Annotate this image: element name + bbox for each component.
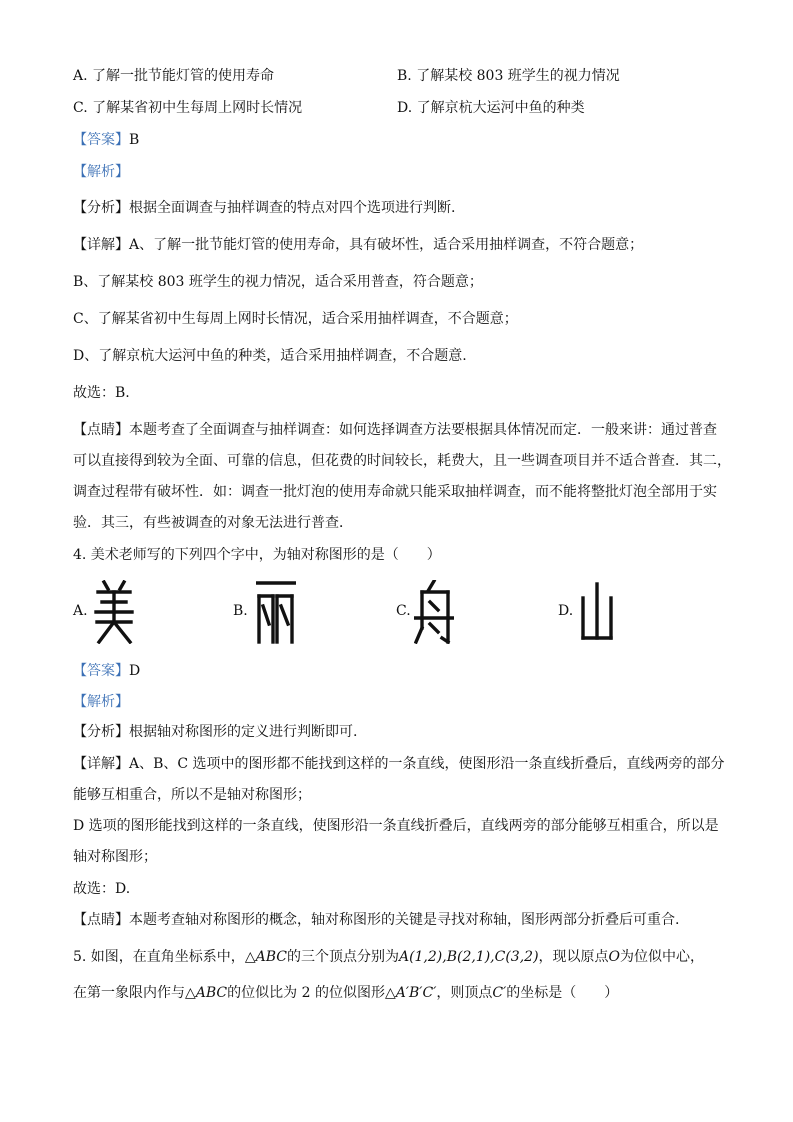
q4-xiangjie-2: 能够互相重合，所以不是轴对称图形； [73,787,311,803]
dianjing-tag: 【点睛】 [73,422,129,438]
guxuan: 故选：B. [73,385,130,401]
q4-fenxi-text: 根据轴对称图形的定义进行判断即可. [129,724,358,740]
analysis-tag: 【解析】 [73,164,129,180]
q4-answer-line [73,661,140,681]
answer-value: B [129,132,140,148]
q4-analysis-tag: 【解析】 [73,694,129,710]
char-shan-image [580,582,614,642]
answer-tag: 【答案】 [73,132,129,148]
char-li-image [256,580,296,644]
xiangjie-b: B、了解某校 803 班学生的视力情况，适合采用普查，符合题意； [73,274,483,290]
q5-vertex-coords: A(1,2),B(2,1),C(3,2) [398,949,539,965]
q4-fenxi-line [73,722,357,742]
q4-answer-value: D [129,663,141,679]
q5-stem-c: ，现以原点 [538,949,609,965]
xiangjie-tag: 【详解】 [73,237,129,253]
option-d: D. 了解京杭大运河中鱼的种类 [397,100,585,116]
q4-answer-tag: 【答案】 [73,663,129,679]
q4-label-b: B. [233,603,248,619]
q4-label-d: D. [558,603,574,619]
xiangjie-line [73,235,643,255]
q5-stem-line2 [73,983,618,1003]
fenxi-line [73,198,455,218]
dianjing-text: 本题考查了全面调查与抽样调查：如何选择调查方法要根据具体情况而定．一般来讲：通过普查 [129,422,717,438]
q5-line2-c: ，则顶点 [436,985,493,1001]
xiangjie-d: D、了解京杭大运河中鱼的种类，适合采用抽样调查，不合题意. [73,348,467,364]
answer-line [73,130,139,150]
char-mei-image [94,580,134,644]
q4-xiangjie-4: 轴对称图形； [73,849,157,865]
q5-stem-a: 5. 如图，在直角坐标系中， [73,949,245,965]
q5-line2-a: 在第一象限内作与 [73,985,185,1001]
q5-stem-d: 为位似中心， [620,949,705,965]
dianjing-3: 调查过程带有破坏性．如：调查一批灯泡的使用寿命就只能采取抽样调查，而不能将整批灯泡全部用于实 [73,484,717,500]
dianjing-4: 验．其三，有些被调查的对象无法进行普查． [73,515,353,531]
q4-label-a: A. [73,603,88,619]
q4-guxuan: 故选：D. [73,881,131,897]
xiangjie-c: C、了解某省初中生每周上网时长情况，适合采用抽样调查，不合题意； [73,311,518,327]
char-zhou-image [414,580,454,644]
q5-triangle-abc: △ABC [244,949,287,965]
q5-origin: O [608,949,621,965]
q4-label-c: C. [396,603,411,619]
q4-dianjing-text: 本题考查轴对称图形的概念，轴对称图形的关键是寻找对称轴，图形两部分折叠后可重合. [129,912,680,928]
q5-line2-b: 的位似比为 2 的位似图形 [227,985,385,1001]
q4-xiangjie-text: A、B、C 选项中的图形都不能找到这样的一条直线，使图形沿一条直线折叠后，直线两旁的部分 [129,756,725,772]
q4-stem: 4. 美术老师写的下列四个字中，为轴对称图形的是（ ） [73,547,441,563]
option-b: B. 了解某校 803 班学生的视力情况 [397,68,620,84]
q4-fenxi-tag: 【分析】 [73,724,129,740]
q5-triangle-abc-2: △ABC [185,985,228,1001]
q4-xiangjie-tag: 【详解】 [73,756,129,772]
fenxi-tag: 【分析】 [73,200,129,216]
q4-dianjing-line [73,910,679,930]
q5-triangle-prime: △A′B′C′ [384,985,437,1001]
option-c: C. 了解某省初中生每周上网时长情况 [73,100,303,116]
q4-xiangjie-line [73,754,725,774]
q4-dianjing-tag: 【点睛】 [73,912,129,928]
dianjing-line [73,420,717,440]
q5-line2-d: 的坐标是（ ） [506,985,619,1001]
q5-stem-b: 的三个顶点分别为 [286,949,399,965]
dianjing-2: 可以直接得到较为全面、可靠的信息，但花费的时间较长，耗费大，且一些调查项目并不适合普查．其二， [73,453,731,469]
xiangjie-text: A、了解一批节能灯管的使用寿命，具有破坏性，适合采用抽样调查，不符合题意； [129,237,644,253]
fenxi-text: 根据全面调查与抽样调查的特点对四个选项进行判断. [129,200,456,216]
q4-xiangjie-3: D 选项的图形能找到这样的一条直线，使图形沿一条直线折叠后，直线两旁的部分能够互相重合，所以是 [73,818,719,834]
q5-c-prime: C′ [492,985,507,1001]
option-a: A. 了解一批节能灯管的使用寿命 [73,68,275,84]
q5-stem-line1 [73,947,704,967]
